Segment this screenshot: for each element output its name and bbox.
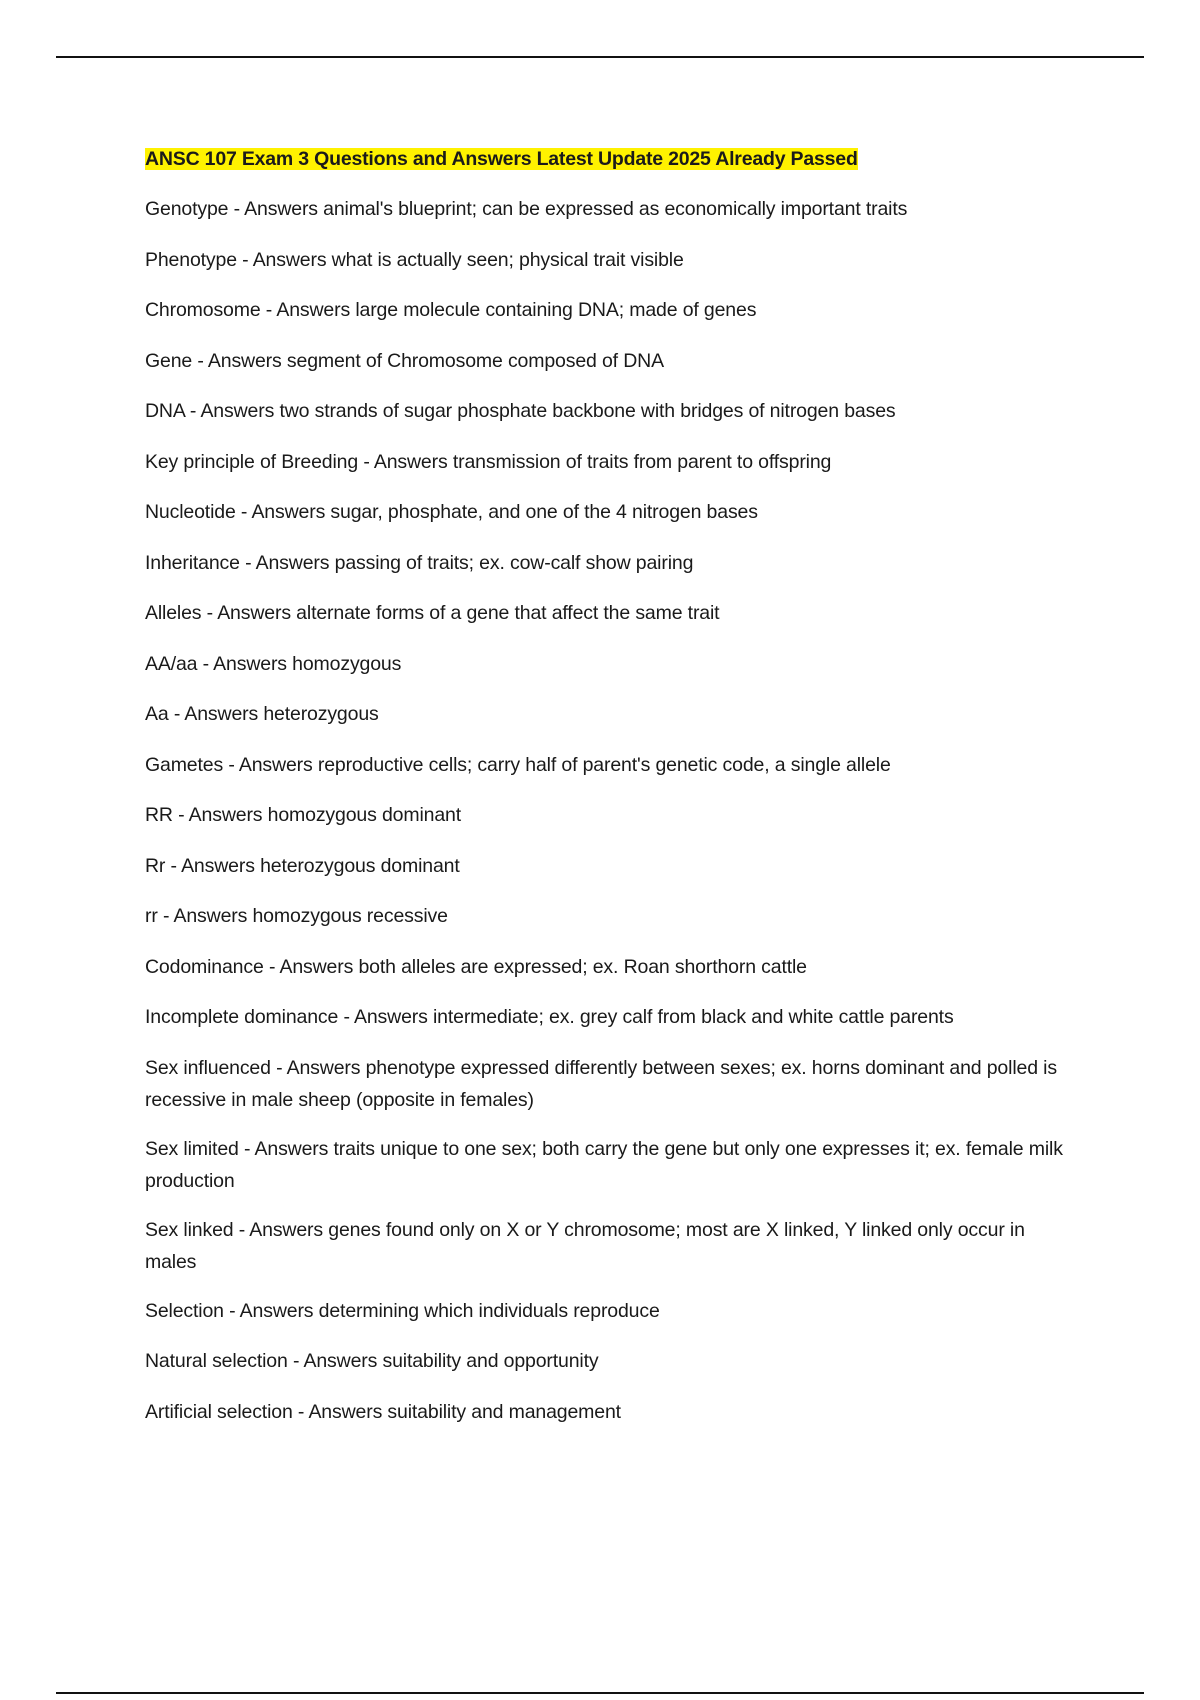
qa-entry: Incomplete dominance - Answers intermediate; ex. grey calf from black and white cattle parents	[145, 1006, 954, 1028]
header-rule	[56, 56, 1144, 58]
qa-entry: rr - Answers homozygous recessive	[145, 905, 448, 927]
qa-entry: Key principle of Breeding - Answers transmission of traits from parent to offspring	[145, 450, 832, 473]
qa-entry: Sex linked - Answers genes found only on X or Y chromosome; most are X linked, Y linked only occur in males	[145, 1218, 1025, 1273]
qa-entry: Codominance - Answers both alleles are expressed; ex. Roan shorthorn cattle	[145, 955, 807, 978]
qa-entry: Sex limited - Answers traits unique to one sex; both carry the gene but only one expresses it; ex. female milk production	[145, 1137, 1063, 1192]
qa-entry: Genotype - Answers animal's blueprint; can be expressed as economically important traits	[145, 198, 908, 220]
qa-entry: RR - Answers homozygous dominant	[145, 804, 462, 826]
qa-entry: Chromosome - Answers large molecule containing DNA; made of genes	[145, 299, 757, 321]
qa-entry: Gametes - Answers reproductive cells; carry half of parent's genetic code, a single allele	[145, 753, 891, 776]
document-body	[145, 145, 1080, 1446]
qa-entry: Inheritance - Answers passing of traits; ex. cow-calf show pairing	[145, 551, 694, 574]
footer-rule	[56, 1692, 1144, 1694]
qa-entry: Natural selection - Answers suitability and opportunity	[145, 1350, 599, 1372]
qa-entry: Artificial selection - Answers suitability and management	[145, 1400, 621, 1423]
qa-entry: Sex influenced - Answers phenotype expressed differently between sexes; ex. horns dominant and polled is recessive in male sheep (opposite in females)	[145, 1056, 1057, 1111]
qa-entry: DNA - Answers two strands of sugar phosphate backbone with bridges of nitrogen bases	[145, 400, 896, 422]
title-block	[145, 145, 1080, 173]
qa-entry: Gene - Answers segment of Chromosome composed of DNA	[145, 349, 664, 372]
qa-entry: Nucleotide - Answers sugar, phosphate, and one of the 4 nitrogen bases	[145, 501, 758, 523]
qa-entry: Selection - Answers determining which individuals reproduce	[145, 1299, 660, 1322]
document-title: ANSC 107 Exam 3 Questions and Answers Latest Update 2025 Already Passed	[145, 148, 858, 170]
qa-entry: Aa - Answers heterozygous	[145, 703, 379, 725]
qa-entry: Rr - Answers heterozygous dominant	[145, 854, 460, 877]
qa-entry: Alleles - Answers alternate forms of a gene that affect the same trait	[145, 602, 720, 624]
qa-entry: Phenotype - Answers what is actually seen; physical trait visible	[145, 248, 684, 271]
qa-entry: AA/aa - Answers homozygous	[145, 652, 402, 675]
